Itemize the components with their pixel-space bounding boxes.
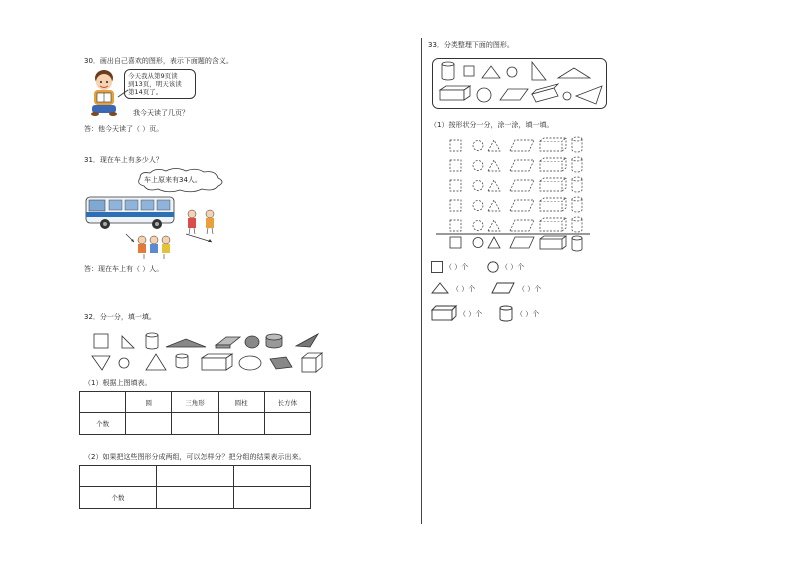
two-children-illustration	[184, 208, 224, 244]
cylinder-count-blank[interactable]: （ ）个	[516, 310, 540, 318]
table1-header-triangle: 三角形	[172, 392, 218, 413]
q30-question: 我今天读了几页？	[133, 109, 189, 117]
table2-cell-r2c2[interactable]	[157, 487, 234, 509]
q30-title: 30．画出自己喜欢的图形，表示下面题的含义。	[84, 57, 233, 65]
speech-bubble-tail	[118, 90, 128, 98]
q33-part1: （1）按形状分一分，涂一涂，填一填。	[430, 121, 554, 129]
bubble-line-1: 今天我从第9页读	[128, 72, 178, 80]
table1-header-cylinder: 圆柱	[218, 392, 264, 413]
table1-cell-cylinder[interactable]	[218, 413, 264, 435]
triangle-icon	[431, 282, 449, 294]
q30-answer: 答：他今天读了（ ）页。	[84, 125, 164, 133]
square-shape	[464, 66, 474, 76]
table1-cell-circle[interactable]	[126, 413, 172, 435]
cylinder-shape	[146, 333, 158, 349]
table1-header-blank	[80, 392, 126, 413]
table1-header-cuboid: 长方体	[264, 392, 310, 413]
parallelogram-shape-gray	[270, 357, 292, 369]
table1-cell-cuboid[interactable]	[264, 413, 310, 435]
cuboid-shape	[216, 337, 240, 348]
q32-part2: （2）如果把这些图形分成两组，可以怎样分？把分组的结果表示出来。	[84, 453, 306, 461]
bus-illustration	[85, 194, 177, 230]
cylinder-shape-2	[176, 354, 188, 368]
shape-tally-chart[interactable]	[436, 136, 592, 254]
cuboid-shape	[440, 86, 470, 100]
table2-cell-r1c3[interactable]	[234, 466, 311, 487]
bubble-line-3: 第14页了。	[128, 88, 163, 96]
square-count-blank[interactable]: （ ）个	[445, 263, 469, 271]
cylinder-shape-gray	[266, 334, 282, 348]
oval-shape-2	[239, 356, 261, 370]
square-icon	[431, 261, 443, 273]
table2-row-label: 个数	[80, 487, 157, 509]
circle-shape	[119, 358, 129, 368]
q33-title: 33．分类整理下面的图形。	[428, 41, 514, 49]
circle-icon	[487, 261, 499, 273]
table2-cell-r2c3[interactable]	[234, 487, 311, 509]
table1-header-circle: 圆	[126, 392, 172, 413]
q32-shapes-row-2	[90, 350, 326, 374]
oval-shape	[245, 336, 259, 348]
square-shape	[94, 334, 108, 348]
cuboid-icon	[431, 305, 457, 321]
q32-shapes-row-1	[92, 330, 324, 352]
cylinder-shape	[442, 62, 454, 80]
bubble-line-2: 到13页，明天该读	[128, 80, 182, 88]
column-divider	[421, 38, 422, 524]
q31-title: 31．现在车上有多少人？	[84, 156, 163, 164]
circle-shape-2	[477, 88, 491, 102]
cylinder-icon	[499, 305, 513, 322]
speech-bubble	[124, 69, 196, 99]
table1-row-label: 个数	[80, 413, 126, 435]
q32-title: 32．分一分，填一填。	[84, 313, 156, 321]
table2-cell-r1c2[interactable]	[157, 466, 234, 487]
down-triangle-shape	[92, 356, 110, 370]
triangle-count-blank[interactable]: （ ）个	[452, 285, 476, 293]
cloud-text: 车上原来有34人。	[144, 176, 202, 184]
circle-count-blank[interactable]: （ ）个	[501, 263, 525, 271]
q32-part1: （1）根据上图填表。	[84, 379, 152, 387]
table1-cell-triangle[interactable]	[172, 413, 218, 435]
circle-shape	[507, 67, 517, 77]
boy-reading-illustration	[86, 69, 122, 117]
children-group-illustration	[124, 232, 190, 260]
q32-table-1	[79, 391, 311, 435]
cube-shape	[302, 353, 322, 372]
parallelogram-icon	[491, 282, 515, 294]
cuboid-count-blank[interactable]: （ ）个	[459, 310, 483, 318]
q32-table-2	[79, 465, 311, 509]
small-circle-shape	[563, 92, 571, 100]
parallelogram-count-blank[interactable]: （ ）个	[518, 285, 542, 293]
cuboid-shape-2	[202, 354, 232, 370]
triangle-shape	[146, 354, 166, 370]
q31-answer: 答：现在车上有（ ）人。	[84, 265, 164, 273]
right-triangle-shape	[122, 336, 134, 348]
table2-cell-r1c1[interactable]	[80, 466, 157, 487]
triangle-shape-gray	[296, 334, 318, 347]
flat-triangle-shape	[166, 339, 206, 347]
q33-shapes-box	[432, 58, 608, 110]
